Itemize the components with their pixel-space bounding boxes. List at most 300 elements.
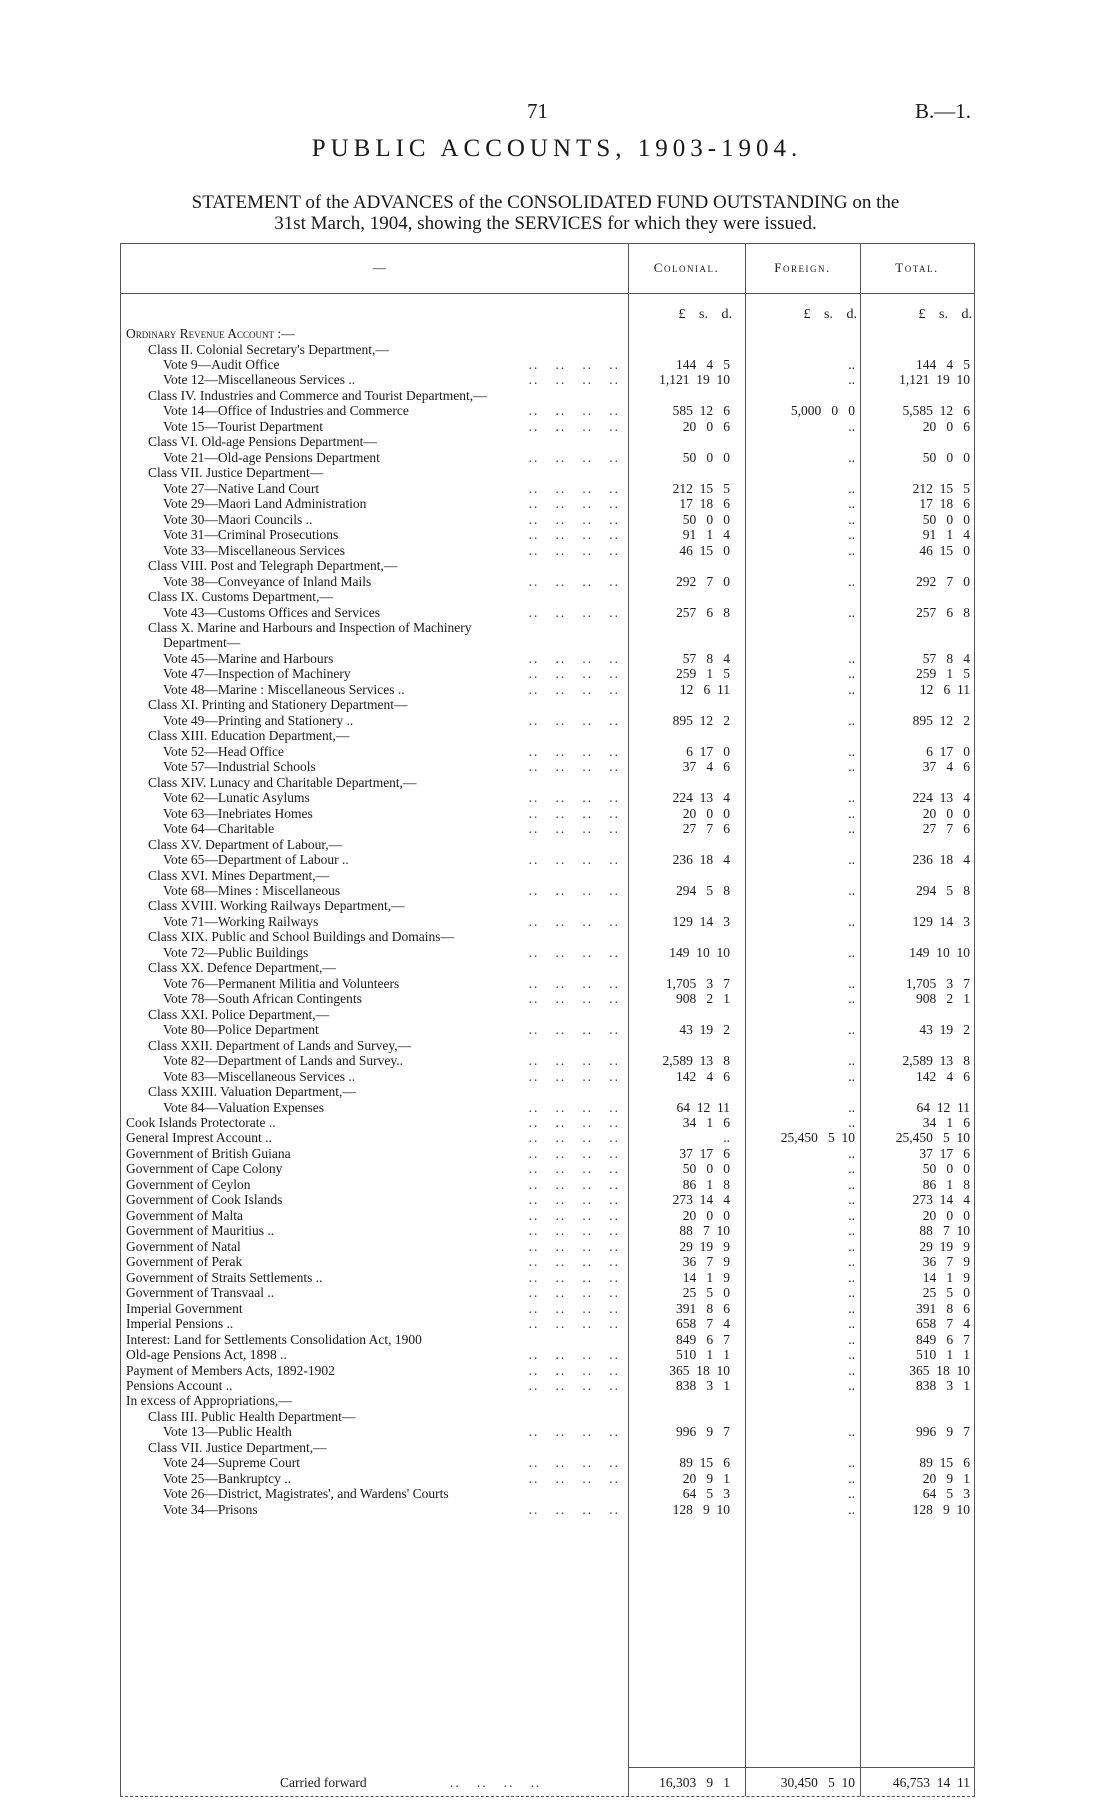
foreign-amount: ..: [848, 759, 855, 775]
leader-dots: .. .. .. ..: [528, 449, 620, 465]
foreign-amount: ..: [848, 681, 855, 697]
table-row: [120, 651, 975, 666]
colonial-amount: 144 4 5: [676, 356, 730, 372]
colonial-amount: 91 1 4: [682, 527, 730, 543]
colonial-amount: 12 6 11: [679, 681, 730, 697]
table-row: [120, 790, 975, 805]
leader-dots: .. .. .. ..: [528, 1161, 620, 1177]
leader-dots: .. .. .. ..: [528, 418, 620, 434]
row-label: Vote 12—Miscellaneous Services ..: [163, 372, 356, 388]
leader-dots: .. .. .. ..: [528, 1501, 620, 1517]
total-amount: 294 5 8: [916, 882, 970, 898]
row-label: Class VII. Justice Department,—: [148, 1439, 327, 1455]
row-label: Vote 9—Audit Office: [163, 356, 280, 372]
table-row: [120, 1130, 975, 1145]
colonial-amount: 34 1 6: [682, 1115, 730, 1130]
table-row: [120, 1254, 975, 1269]
table-row: [120, 326, 975, 341]
page-title: PUBLIC ACCOUNTS, 1903-1904.: [311, 135, 803, 162]
row-label: General Imprest Account ..: [126, 1130, 272, 1146]
leader-dots: .. .. .. ..: [528, 1347, 620, 1362]
carried-rule-top: [628, 1767, 975, 1768]
colonial-amount: 365 18 10: [669, 1362, 730, 1378]
leader-dots: .. .. .. ..: [528, 882, 620, 898]
colonial-amount: 1,705 3 7: [665, 975, 730, 991]
table-row: [120, 635, 975, 650]
colonial-amount: 43 19 2: [679, 1022, 730, 1038]
row-label: Vote 14—Office of Industries and Commerce: [163, 403, 409, 419]
colonial-amount: 236 18 4: [672, 852, 730, 867]
colonial-amount: 838 3 1: [676, 1378, 730, 1393]
total-amount: 212 15 5: [912, 480, 970, 496]
colonial-amount: 20 9 1: [682, 1470, 730, 1486]
foreign-amount: ..: [848, 1486, 855, 1502]
total-amount: 6 17 0: [926, 743, 970, 759]
colonial-amount: 510 1 1: [676, 1347, 730, 1362]
table-row: [120, 960, 975, 975]
header-rule: [120, 293, 975, 294]
paper-reference: B.—1.: [915, 99, 972, 123]
row-label: Vote 30—Maori Councils ..: [163, 511, 313, 527]
foreign-amount: ..: [848, 852, 855, 867]
total-amount: 57 8 4: [922, 650, 970, 666]
colonial-amount: 996 9 7: [676, 1424, 730, 1440]
table-row: [120, 682, 975, 697]
foreign-amount: ..: [848, 1378, 855, 1393]
table-row: [120, 434, 975, 449]
foreign-amount: ..: [848, 991, 855, 1007]
row-label: Class VII. Justice Department—: [148, 465, 324, 481]
leader-dots: .. .. .. ..: [528, 913, 620, 929]
table-row: [120, 1270, 975, 1285]
total-amount: 838 3 1: [916, 1378, 970, 1393]
leader-dots: .. .. .. ..: [528, 743, 620, 759]
colonial-amount: 292 7 0: [676, 573, 730, 589]
total-amount: 88 7 10: [919, 1223, 970, 1239]
table-row: [120, 1038, 975, 1053]
foreign-amount: ..: [848, 1207, 855, 1223]
total-amount: 50 0 0: [922, 1161, 970, 1177]
table-row: [120, 898, 975, 913]
foreign-amount: ..: [848, 511, 855, 527]
table-row: [120, 1316, 975, 1331]
row-label: Vote 63—Inebriates Homes: [163, 805, 313, 821]
foreign-amount: ..: [848, 1347, 855, 1362]
table-bottom-rule: [120, 1796, 975, 1797]
foreign-header: Foreign.: [774, 260, 831, 275]
row-label: Government of Perak: [126, 1254, 243, 1270]
total-amount: 257 6 8: [916, 604, 970, 620]
foreign-amount: ..: [848, 1068, 855, 1084]
total-amount: 20 0 6: [922, 418, 970, 434]
table-row: [120, 914, 975, 929]
table-row: [120, 775, 975, 790]
total-amount: 292 7 0: [916, 573, 970, 589]
row-label: Vote 80—Police Department: [163, 1022, 319, 1038]
foreign-amount: ..: [848, 1145, 855, 1161]
leader-dots: .. .. .. ..: [528, 1470, 620, 1486]
leader-dots: .. .. .. ..: [528, 1207, 620, 1223]
row-label: Class VIII. Post and Telegraph Department,—: [148, 558, 398, 574]
carried-total: 46,753 14 11: [892, 1775, 970, 1790]
foreign-amount: ..: [848, 1254, 855, 1270]
foreign-amount: ..: [848, 372, 855, 388]
row-label: Class IX. Customs Department,—: [148, 589, 333, 604]
colonial-amount: 224 13 4: [672, 790, 730, 806]
total-amount: 5,585 12 6: [902, 403, 970, 419]
foreign-amount: ..: [848, 1238, 855, 1254]
table-row: [120, 991, 975, 1006]
total-amount: 37 4 6: [922, 759, 970, 775]
table-row: [120, 945, 975, 960]
table-row: [120, 697, 975, 712]
foreign-amount: ..: [848, 496, 855, 512]
total-amount: 20 0 0: [922, 805, 970, 821]
advances-table: [120, 243, 975, 1806]
leader-dots: .. .. .. ..: [528, 759, 620, 775]
colonial-amount: 37 4 6: [682, 759, 730, 775]
row-label: Vote 25—Bankruptcy ..: [163, 1470, 291, 1486]
foreign-amount: ..: [848, 1099, 855, 1115]
row-label: Vote 21—Old-age Pensions Department: [163, 449, 380, 465]
total-amount: 46 15 0: [919, 542, 970, 558]
total-amount: 34 1 6: [922, 1115, 970, 1130]
row-label: Government of Cape Colony: [126, 1161, 283, 1177]
row-label: Imperial Government: [126, 1300, 243, 1316]
leader-dots: .. .. .. ..: [528, 1362, 620, 1378]
total-amount: 12 6 11: [919, 681, 970, 697]
total-amount: 50 0 0: [922, 449, 970, 465]
colonial-amount: 50 0 0: [682, 1161, 730, 1177]
table-top-rule: [120, 243, 975, 244]
total-amount: 37 17 6: [919, 1145, 970, 1161]
total-amount: 996 9 7: [916, 1424, 970, 1440]
row-label: Government of Straits Settlements ..: [126, 1269, 323, 1285]
table-row: [120, 806, 975, 821]
carried-foreign: 30,450 5 10: [780, 1775, 855, 1790]
table-row: [120, 620, 975, 635]
leader-dots: .. .. .. ..: [528, 1455, 620, 1471]
carried-forward-label: Carried forward: [280, 1775, 367, 1790]
table-row: [120, 744, 975, 759]
leader-dots: .. .. .. ..: [528, 511, 620, 527]
row-label: Vote 13—Public Health: [163, 1424, 292, 1440]
row-label: Vote 27—Native Land Court: [163, 480, 320, 496]
total-amount: 273 14 4: [912, 1192, 970, 1208]
row-label: Ordinary Revenue Account :—: [126, 326, 295, 341]
leader-dots: .. .. .. ..: [528, 805, 620, 821]
row-label: Vote 62—Lunatic Asylums: [163, 790, 310, 806]
table-row: [120, 713, 975, 728]
leader-dots: .. .. .. ..: [528, 1130, 620, 1146]
total-amount: 20 0 0: [922, 1207, 970, 1223]
foreign-amount: ..: [848, 1161, 855, 1177]
row-label: Vote 45—Marine and Harbours: [163, 650, 334, 666]
table-row: [120, 883, 975, 898]
leader-dots: .. .. .. ..: [528, 1316, 620, 1332]
row-label: Government of British Guiana: [126, 1145, 291, 1161]
row-label: Pensions Account ..: [126, 1378, 233, 1393]
row-label: Government of Transvaal ..: [126, 1285, 275, 1301]
colonial-amount: 2,589 13 8: [662, 1053, 730, 1069]
foreign-amount: ..: [848, 356, 855, 372]
table-row: [120, 821, 975, 836]
colonial-amount: 1,121 19 10: [659, 372, 730, 388]
table-row: [120, 605, 975, 620]
total-units: £ s. d.: [918, 307, 972, 322]
leader-dots: .. .. .. ..: [528, 403, 620, 419]
row-label: Class III. Public Health Department—: [148, 1408, 356, 1424]
foreign-amount: ..: [848, 1424, 855, 1440]
foreign-amount: ..: [848, 650, 855, 666]
row-label: Vote 34—Prisons: [163, 1501, 258, 1517]
total-amount: 17 18 6: [919, 496, 970, 512]
table-row: [120, 450, 975, 465]
leader-dots: .. .. .. ..: [528, 1022, 620, 1038]
row-label: Government of Natal: [126, 1238, 241, 1254]
table-row: [120, 1161, 975, 1176]
row-label: Vote 49—Printing and Stationery ..: [163, 712, 354, 728]
leader-dots: .. .. .. ..: [528, 1285, 620, 1301]
statement-line-1: STATEMENT of the ADVANCES of the CONSOLIDATED FUND OUTSTANDING on the: [191, 192, 900, 213]
leader-dots: .. .. .. ..: [528, 372, 620, 388]
colonial-amount: 128 9 10: [672, 1501, 730, 1517]
row-label: Vote 47—Inspection of Machinery: [163, 666, 351, 682]
total-amount: 236 18 4: [912, 852, 970, 867]
total-amount: 142 4 6: [916, 1068, 970, 1084]
leader-dots: .. .. .. ..: [528, 852, 620, 867]
table-row: [120, 868, 975, 883]
foreign-amount: ..: [848, 913, 855, 929]
colonial-amount: 895 12 2: [672, 712, 730, 728]
table-row: [120, 1007, 975, 1022]
table-row: [120, 1177, 975, 1192]
colonial-amount: 257 6 8: [676, 604, 730, 620]
total-amount: 25 5 0: [922, 1285, 970, 1301]
table-row: [120, 1378, 975, 1393]
total-amount: 510 1 1: [916, 1347, 970, 1362]
row-label: Vote 64—Charitable: [163, 821, 275, 836]
total-amount: 224 13 4: [912, 790, 970, 806]
foreign-amount: ..: [848, 666, 855, 682]
total-amount: 391 8 6: [916, 1300, 970, 1316]
row-label: Cook Islands Protectorate ..: [126, 1115, 276, 1130]
total-amount: 1,705 3 7: [905, 975, 970, 991]
table-row: [120, 1084, 975, 1099]
colonial-amount: 391 8 6: [676, 1300, 730, 1316]
leader-dots: .. .. .. ..: [528, 1192, 620, 1208]
colonial-amount: 37 17 6: [679, 1145, 730, 1161]
foreign-amount: ..: [848, 1501, 855, 1517]
leader-dots: .. .. .. ..: [528, 1176, 620, 1192]
row-label: Vote 38—Conveyance of Inland Mails: [163, 573, 372, 589]
leader-dots: .. .. .. ..: [528, 1068, 620, 1084]
row-label: Class XX. Defence Department,—: [148, 960, 336, 976]
table-row: [120, 543, 975, 558]
leader-dots: .. .. .. ..: [528, 790, 620, 806]
row-label: Class IV. Industries and Commerce and Tourist Department,—: [148, 387, 487, 403]
colonial-amount: 142 4 6: [676, 1068, 730, 1084]
table-row: [120, 1440, 975, 1455]
row-label: Class XI. Printing and Stationery Department—: [148, 697, 408, 713]
total-amount: 27 7 6: [922, 821, 970, 836]
leader-dots: .. .. .. ..: [528, 480, 620, 496]
table-row: [120, 1409, 975, 1424]
row-label: Government of Ceylon: [126, 1176, 251, 1192]
row-label: Interest: Land for Settlements Consolidation Act, 1900: [126, 1331, 422, 1347]
row-label: Vote 52—Head Office: [163, 743, 284, 759]
table-row: [120, 666, 975, 681]
colonial-amount: 25 5 0: [682, 1285, 730, 1301]
row-label: Vote 43—Customs Offices and Services: [163, 604, 380, 620]
colonial-header: Colonial.: [653, 260, 720, 275]
colonial-amount: 36 7 9: [682, 1254, 730, 1270]
row-label: Vote 78—South African Contingents: [163, 991, 362, 1007]
leader-dots: .. .. .. ..: [528, 527, 620, 543]
foreign-amount: ..: [848, 1223, 855, 1239]
row-label: Old-age Pensions Act, 1898 ..: [126, 1347, 287, 1362]
foreign-units: £ s. d.: [803, 307, 857, 322]
row-label: Class XXII. Department of Lands and Survey,—: [148, 1037, 412, 1053]
row-label: Vote 83—Miscellaneous Services ..: [163, 1068, 356, 1084]
leader-dots: .. .. .. ..: [528, 1115, 620, 1130]
row-label: Vote 68—Mines : Miscellaneous: [163, 882, 341, 898]
table-row: [120, 1069, 975, 1084]
colonial-amount: 50 0 0: [682, 449, 730, 465]
leader-dots: .. .. .. ..: [528, 1254, 620, 1270]
row-label: Class II. Colonial Secretary's Department,—: [148, 341, 389, 357]
row-label: Imperial Pensions ..: [126, 1316, 234, 1332]
leader-dots: .. .. .. ..: [528, 681, 620, 697]
total-amount: 149 10 10: [909, 944, 970, 960]
foreign-amount: ..: [848, 418, 855, 434]
table-row: [120, 1455, 975, 1470]
leader-dots: .. .. .. ..: [528, 356, 620, 372]
colonial-amount: 259 1 5: [676, 666, 730, 682]
row-label: Class XV. Department of Labour,—: [148, 836, 343, 852]
colonial-amount: 6 17 0: [686, 743, 730, 759]
foreign-amount: ..: [848, 743, 855, 759]
total-amount: 1,121 19 10: [899, 372, 970, 388]
leader-dots: .. .. .. ..: [528, 944, 620, 960]
table-row: [120, 527, 975, 542]
foreign-amount: ..: [848, 527, 855, 543]
total-amount: 128 9 10: [912, 1501, 970, 1517]
colonial-amount: 50 0 0: [682, 511, 730, 527]
colonial-amount: 64 12 11: [676, 1099, 730, 1115]
total-amount: 64 5 3: [922, 1486, 970, 1502]
total-amount: 144 4 5: [916, 356, 970, 372]
table-row: [120, 1192, 975, 1207]
row-label: Vote 29—Maori Land Administration: [163, 496, 367, 512]
table-row: [120, 496, 975, 511]
leader-dots: .. .. .. ..: [528, 1145, 620, 1161]
table-row: [120, 1100, 975, 1115]
table-row: [120, 574, 975, 589]
table-row: [120, 1486, 975, 1501]
row-label: Class XVIII. Working Railways Department,—: [148, 898, 405, 914]
statement-line-2: 31st March, 1904, showing the SERVICES for which they were issued.: [274, 213, 817, 234]
foreign-amount: ..: [848, 1316, 855, 1332]
table-row: [120, 357, 975, 372]
foreign-amount: ..: [848, 573, 855, 589]
foreign-amount: ..: [848, 1362, 855, 1378]
foreign-amount: ..: [848, 604, 855, 620]
leader-dots: .. .. .. ..: [528, 542, 620, 558]
table-row: [120, 512, 975, 527]
leader-dots: .. .. .. ..: [528, 650, 620, 666]
row-label: Class X. Marine and Harbours and Inspection of Machinery: [148, 619, 472, 635]
colonial-amount: 57 8 4: [682, 650, 730, 666]
table-row: [120, 1424, 975, 1439]
row-label: Vote 31—Criminal Prosecutions: [163, 527, 339, 543]
colonial-amount: 14 1 9: [682, 1269, 730, 1285]
table-row: [120, 558, 975, 573]
table-row: [120, 403, 975, 418]
table-row: [120, 1332, 975, 1347]
colonial-amount: 585 12 6: [672, 403, 730, 419]
leader-dots: .. .. .. ..: [528, 1099, 620, 1115]
leader-dots: .. .. .. ..: [528, 991, 620, 1007]
colonial-amount: 149 10 10: [669, 944, 730, 960]
colonial-amount: 294 5 8: [676, 882, 730, 898]
row-label: Government of Malta: [126, 1207, 243, 1223]
row-label: Government of Cook Islands: [126, 1192, 283, 1208]
foreign-amount: ..: [848, 480, 855, 496]
total-amount: 908 2 1: [916, 991, 970, 1007]
foreign-amount: ..: [848, 1300, 855, 1316]
row-label: Vote 82—Department of Lands and Survey..: [163, 1053, 403, 1069]
colonial-amount: 29 19 9: [679, 1238, 730, 1254]
description-header: —: [372, 260, 388, 275]
row-label: Vote 48—Marine : Miscellaneous Services ..: [163, 681, 405, 697]
leader-dots: .. .. .. ..: [528, 1053, 620, 1069]
colonial-amount: ..: [723, 1130, 730, 1146]
row-label: Class XIV. Lunacy and Charitable Department,—: [148, 774, 417, 790]
colonial-amount: 849 6 7: [676, 1331, 730, 1347]
total-amount: 14 1 9: [922, 1269, 970, 1285]
leader-dots: .. .. .. ..: [528, 821, 620, 836]
leader-dots: .. .. .. ..: [528, 1269, 620, 1285]
total-amount: 849 6 7: [916, 1331, 970, 1347]
foreign-amount: ..: [848, 1331, 855, 1347]
foreign-amount: ..: [848, 449, 855, 465]
leader-dots: .. .. .. ..: [528, 1223, 620, 1239]
row-label: Class XIX. Public and School Buildings and Domains—: [148, 929, 454, 945]
table-row: [120, 589, 975, 604]
table-row: [120, 1301, 975, 1316]
total-header: Total.: [895, 260, 939, 275]
total-amount: 259 1 5: [916, 666, 970, 682]
colonial-amount: 273 14 4: [672, 1192, 730, 1208]
total-amount: 25,450 5 10: [895, 1130, 970, 1146]
total-amount: 36 7 9: [922, 1254, 970, 1270]
row-label: Vote 15—Tourist Department: [163, 418, 324, 434]
table-row: [120, 929, 975, 944]
row-label: Vote 57—Industrial Schools: [163, 759, 316, 775]
colonial-amount: 17 18 6: [679, 496, 730, 512]
foreign-amount: ..: [848, 975, 855, 991]
total-amount: 29 19 9: [919, 1238, 970, 1254]
foreign-amount: ..: [848, 1455, 855, 1471]
table-row: [120, 1502, 975, 1517]
table-row: [120, 837, 975, 852]
row-label: Vote 24—Supreme Court: [163, 1455, 300, 1471]
row-label: Vote 33—Miscellaneous Services: [163, 542, 345, 558]
colonial-amount: 86 1 8: [682, 1176, 730, 1192]
statement-heading: [118, 192, 973, 234]
total-amount: 50 0 0: [922, 511, 970, 527]
